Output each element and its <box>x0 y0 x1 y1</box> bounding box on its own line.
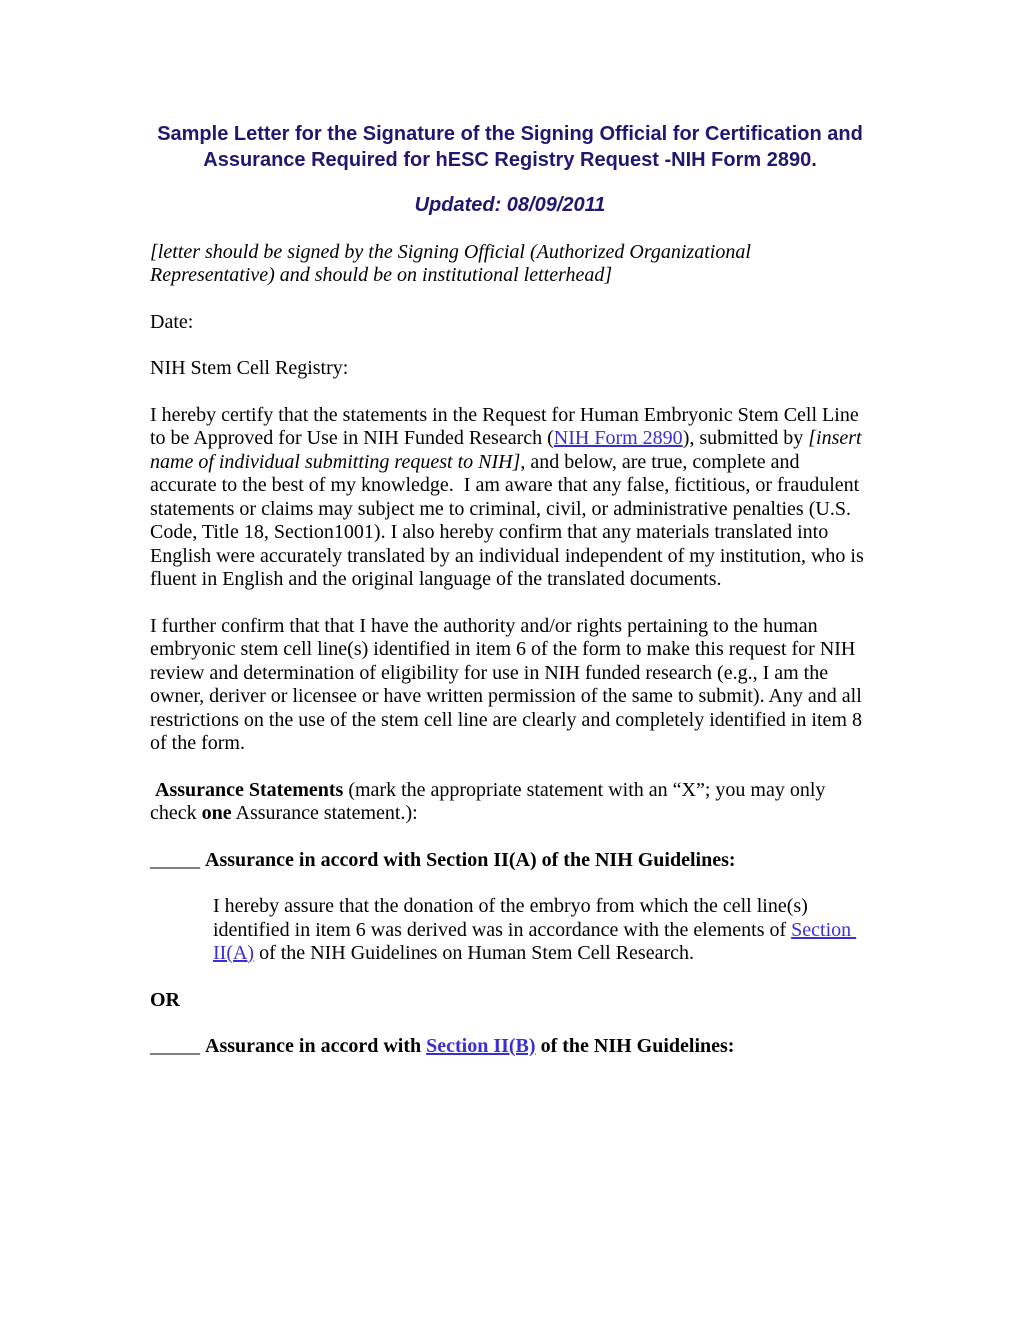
insert-name-placeholder: [insert name of individual submitting request to NIH] <box>150 427 867 473</box>
letterhead-note: [letter should be signed by the Signing Official (Authorized Organizational Representative) and should be on institutional letterhead] <box>150 240 756 286</box>
authority-paragraph: I further confirm that that I have the authority and/or rights pertaining to the human embryonic stem cell line(s) identified in item 6 of the form to make this request for NIH review and determination of eligibility for use in NIH funded research (e.g., I am the owner, deriver or licensee or have written permission of the same to submit). Any and all restrictions on the use of the stem cell line are clearly and completely identified in item 8 of the form. <box>150 614 867 754</box>
date-label: Date: <box>150 310 194 333</box>
one-emphasis: one <box>201 802 232 824</box>
assurance-b-heading <box>150 1035 870 1059</box>
recipient-line: NIH Stem Cell Registry: <box>150 357 349 379</box>
blank-line-a: _____ <box>150 848 205 871</box>
assurance-a-body <box>213 895 870 966</box>
assurance-a-heading-text: Assurance in accord with Section II(A) of the NIH Guidelines: <box>205 848 736 871</box>
nih-form-2890-link[interactable]: NIH Form 2890 <box>553 427 683 449</box>
certification-paragraph <box>150 404 870 592</box>
assurance-intro-run-1: (mark the appropriate statement with an “X”; you may only check <box>150 778 831 824</box>
certify-text-run-3: , and below, are true, complete and accurate to the best of my knowledge. I am aware that any false, fictitious, or fraudulent statements or claims may subject me to criminal, civil, or administrative penalties (U.S. Code, Title 18, Section1001). I also hereby confirm that any materials translated into English were accurately translated by an individual independent of my institution, who is fluent in English and the original language of the translated documents. <box>150 450 869 590</box>
certify-text-run-2: ), submitted by <box>682 427 809 449</box>
assurance-statements-intro <box>150 779 870 826</box>
section-iib-link[interactable]: Section II(B) <box>426 1035 536 1057</box>
letter-title: Sample Letter for the Signature of the Signing Official for Certification and Assurance Required for hESC Registry Request -NIH Form 2890. <box>157 123 863 171</box>
assurance-intro-run-2: Assurance statement.): <box>231 802 418 824</box>
or-separator: OR <box>150 988 180 1011</box>
certify-text-run-1: I hereby certify that the statements in the Request for Human Embryonic Stem Cell Line to be Approved for Use in NIH Funded Research ( <box>150 403 864 449</box>
assurance-a-body-run-2: of the NIH Guidelines on Human Stem Cell Research. <box>254 942 694 964</box>
blank-line-b: _____ <box>150 1035 205 1057</box>
updated-date: Updated: 08/09/2011 <box>414 194 606 216</box>
assurance-statements-label: Assurance Statements <box>150 778 344 801</box>
assurance-b-heading-run-1: Assurance in accord with <box>205 1035 427 1057</box>
assurance-b-heading-run-2: of the NIH Guidelines: <box>535 1035 735 1057</box>
section-iia-link[interactable]: Section II(A) <box>213 918 857 964</box>
assurance-a-heading <box>150 849 870 873</box>
assurance-a-body-run-1: I hereby assure that the donation of the embryo from which the cell line(s) identified in item 6 was derived was in accordance with the elements of <box>213 895 813 941</box>
